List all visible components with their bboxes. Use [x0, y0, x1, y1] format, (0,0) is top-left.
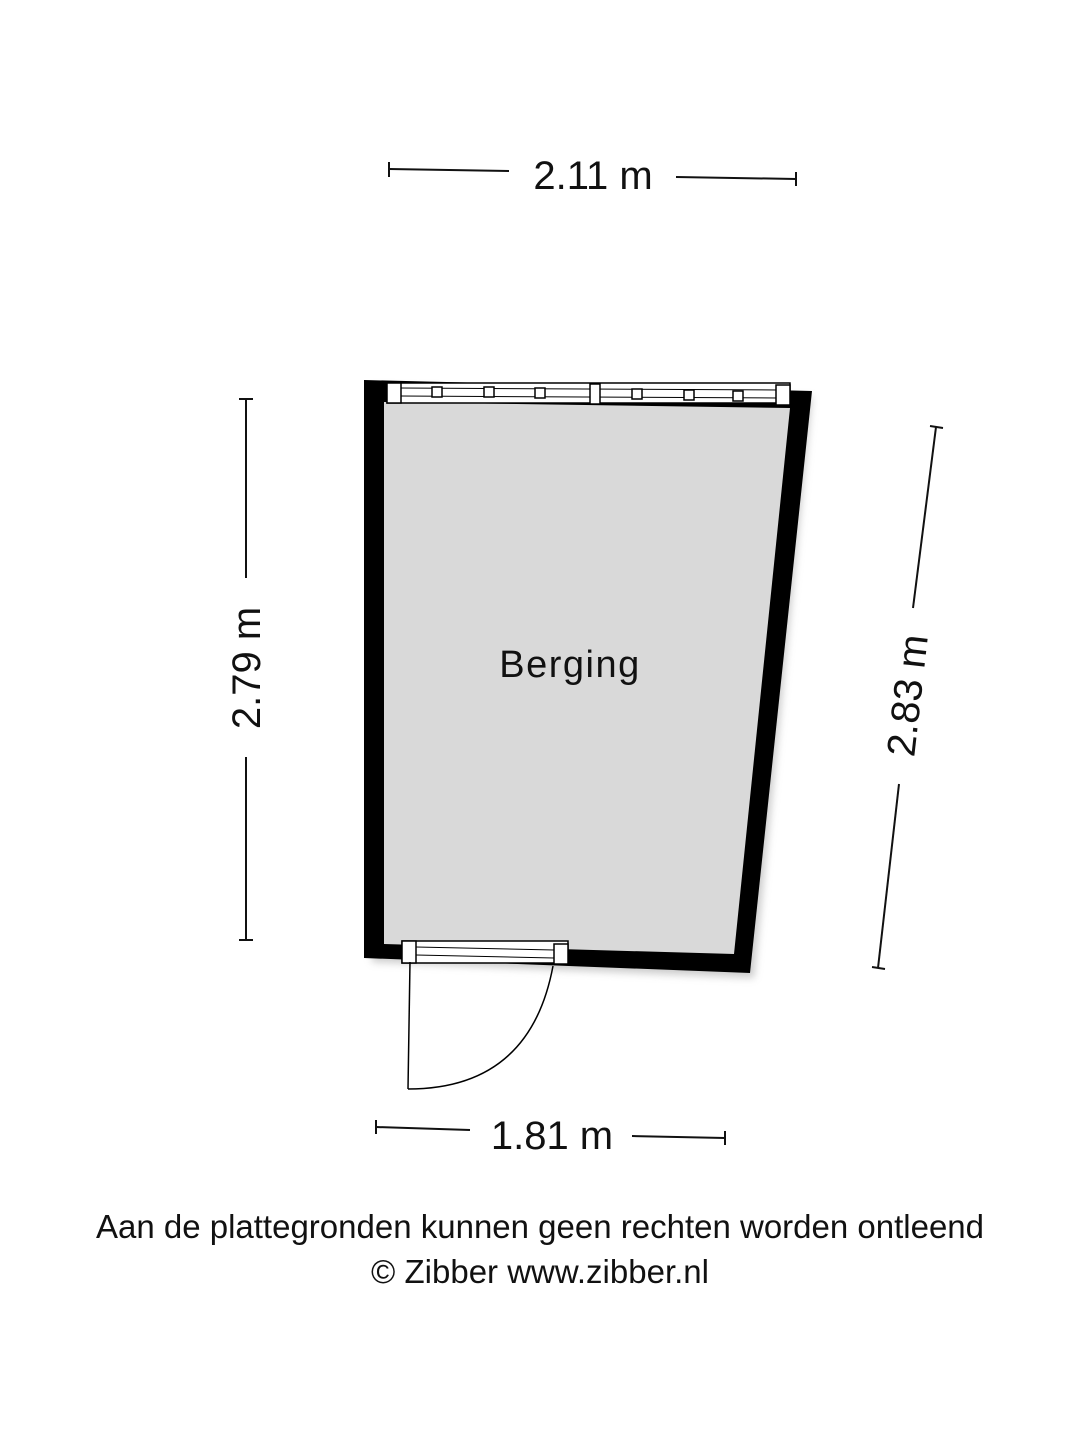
dimension-top-label: 2.11 m [533, 154, 653, 198]
dimension-left [225, 399, 269, 940]
door-swing-arc [408, 966, 553, 1089]
footer-disclaimer: Aan de plattegronden kunnen geen rechten worden ontleend [95, 1208, 985, 1245]
dimension-bottom-label: 1.81 m [490, 1114, 614, 1158]
dimension-right [872, 426, 943, 969]
dimension-left-label: 2.79 m [225, 606, 269, 730]
door-leaf [408, 962, 410, 1089]
dimension-bottom [376, 1114, 725, 1158]
footer-credit: © Zibber www.zibber.nl [371, 1253, 709, 1290]
dimension-top [389, 154, 796, 198]
door [402, 941, 568, 1089]
room-name-label: Berging [499, 644, 641, 686]
window-top [387, 383, 790, 405]
dimension-right-label: 2.83 m [879, 632, 937, 759]
